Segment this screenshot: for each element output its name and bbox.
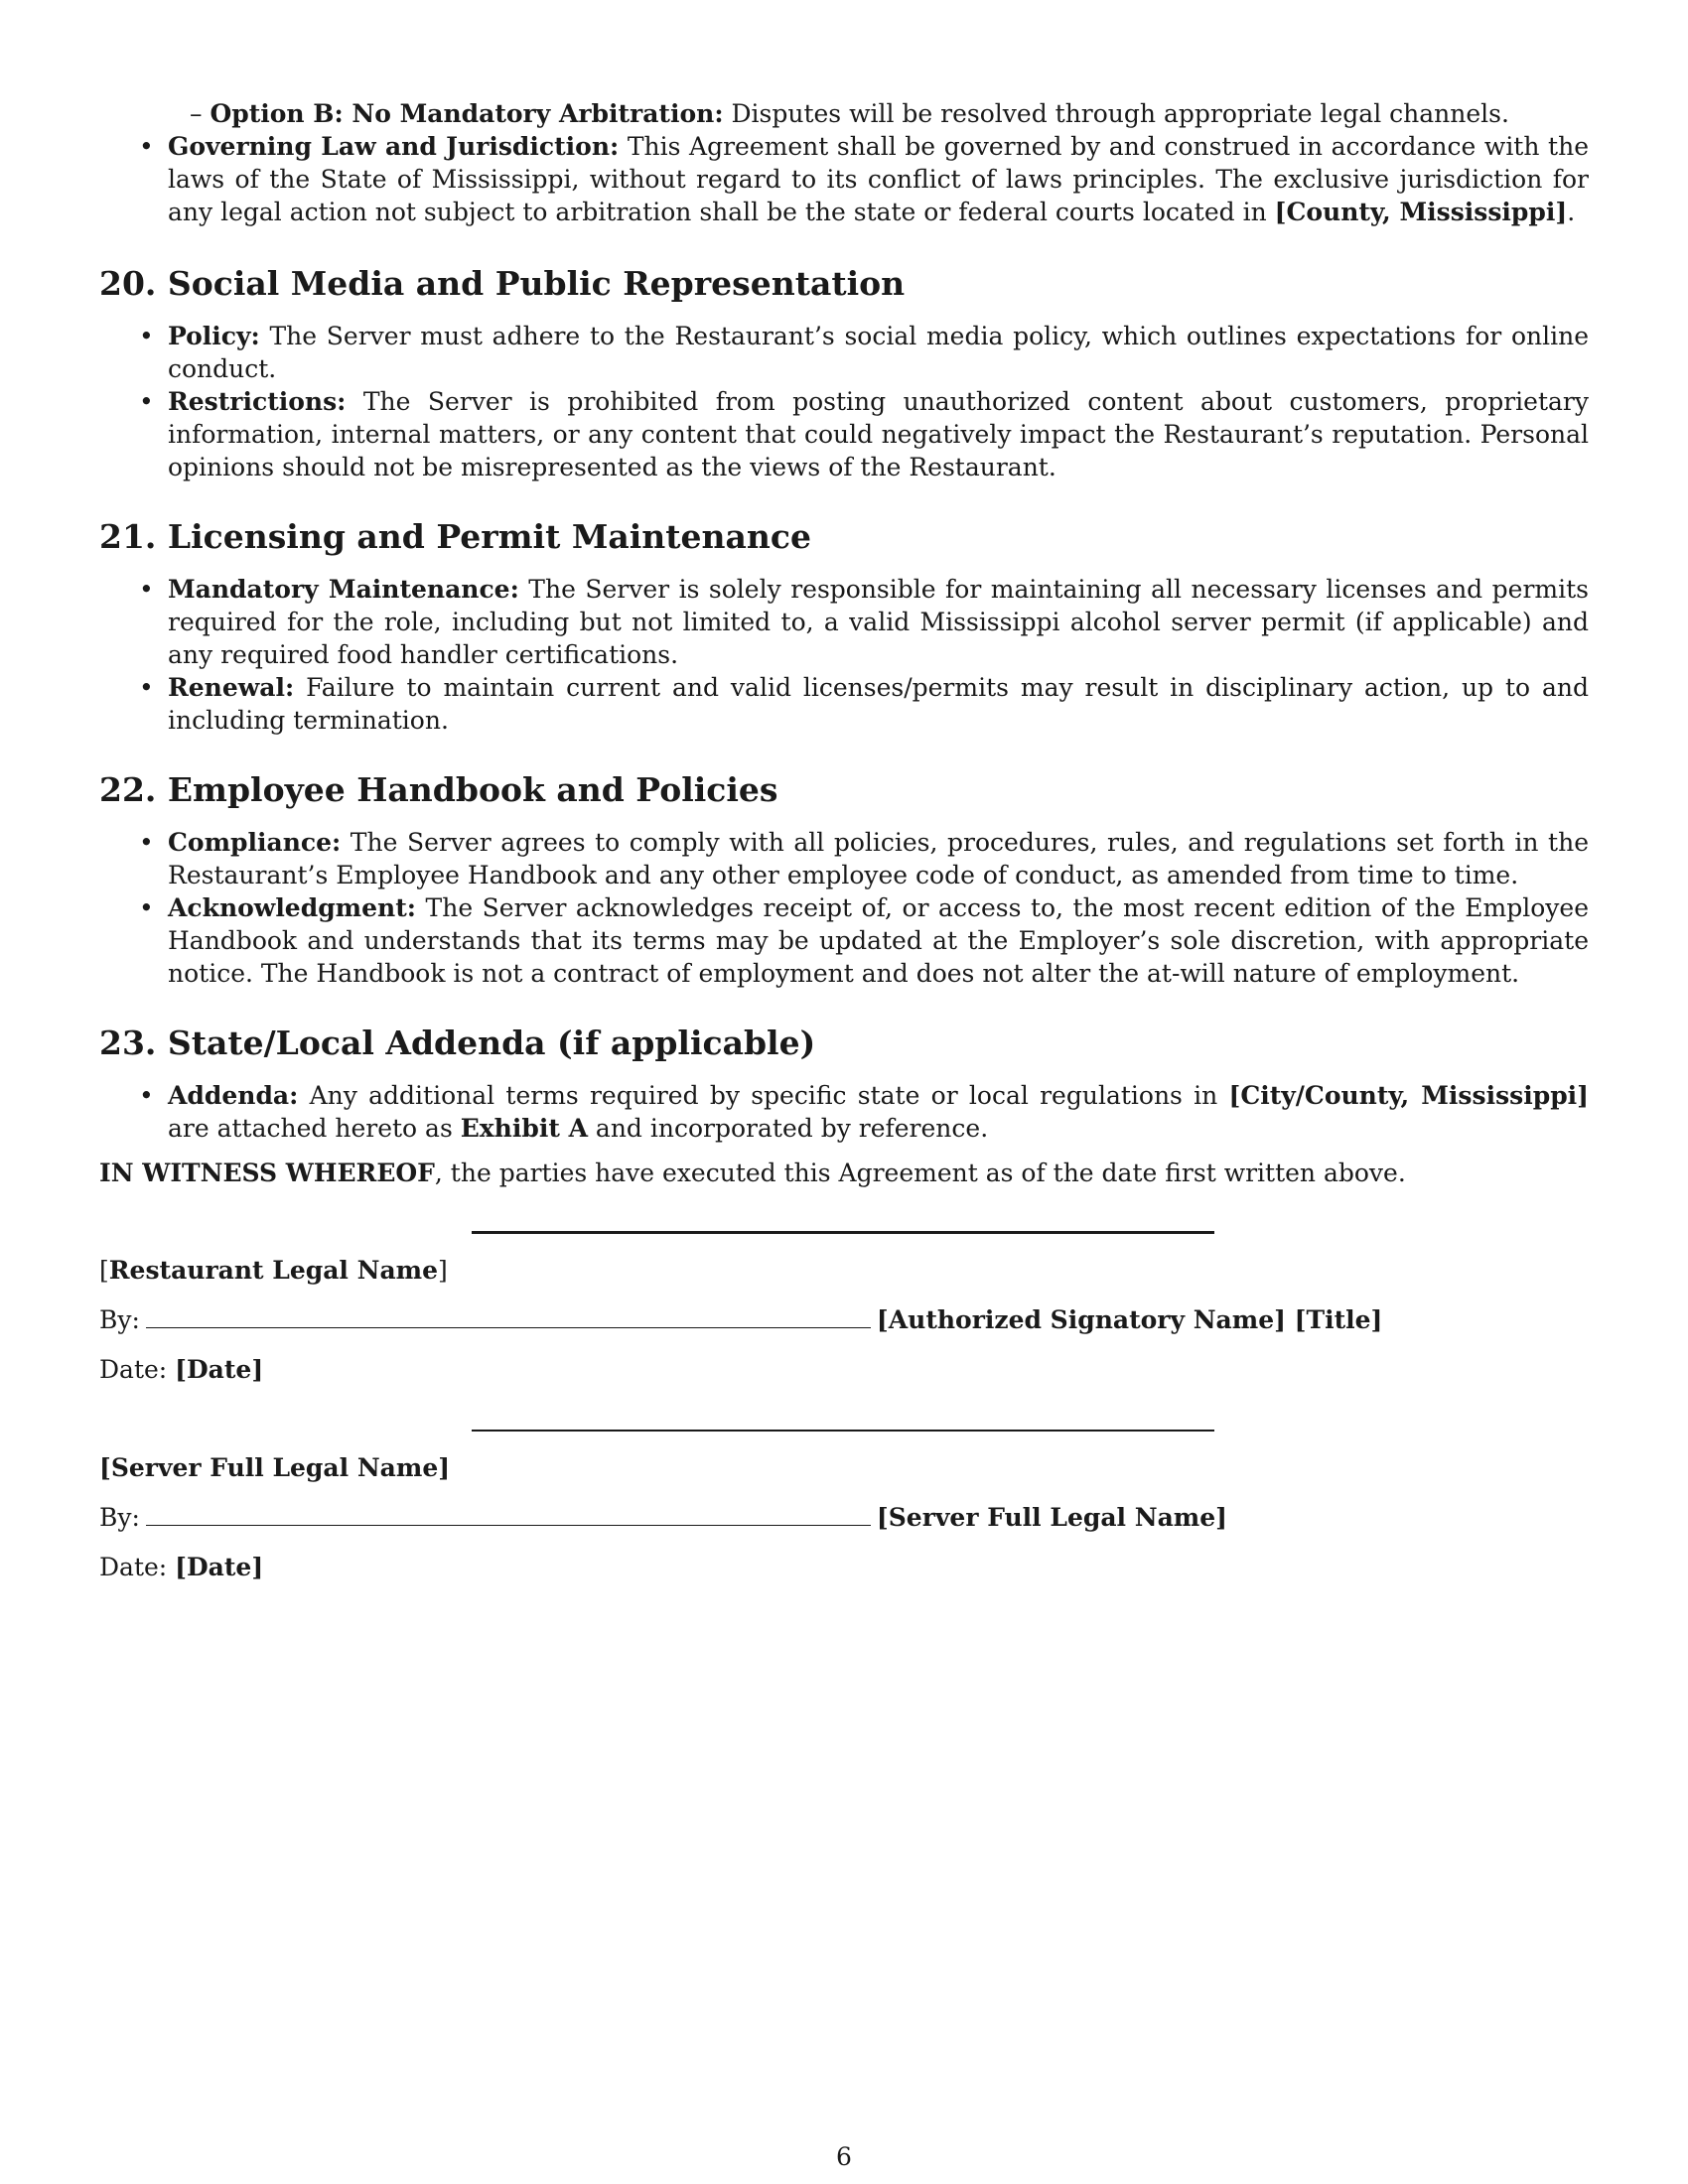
server-signature-block — [99, 1430, 1589, 1583]
governing-law-list — [99, 130, 1589, 228]
addenda-item — [99, 1079, 1589, 1145]
server-date-value: [Date] — [175, 1553, 264, 1581]
server-date-line — [99, 1551, 1589, 1583]
section-23-list — [99, 1079, 1589, 1145]
option-b-item — [99, 97, 1589, 130]
section-22-list — [99, 826, 1589, 990]
witness-text: , the parties have executed this Agreement as of the date first written above. — [434, 1159, 1406, 1187]
server-name-text: [Server Full Legal Name] — [99, 1453, 451, 1482]
server-signatory: [Server Full Legal Name] — [876, 1503, 1227, 1532]
list-item — [99, 385, 1589, 483]
server-signature-field[interactable] — [146, 1503, 871, 1526]
section-20-heading: 20. Social Media and Public Representation — [99, 264, 906, 303]
section-21-list — [99, 573, 1589, 737]
page-number: 6 — [836, 2142, 852, 2171]
item-text: The Server must adhere to the Restaurant’s social media policy, which outlines expectations for online conduct. — [168, 322, 1589, 383]
list-item — [99, 826, 1589, 891]
dash-marker: – — [190, 99, 211, 128]
item-label: Restrictions: — [168, 387, 347, 416]
item-label: Mandatory Maintenance: — [168, 575, 519, 604]
witness-clause — [99, 1157, 1589, 1189]
employer-name: [Restaurant Legal Name] — [99, 1256, 448, 1285]
list-item — [99, 891, 1589, 990]
employer-signature-block — [99, 1231, 1589, 1386]
employer-date-line — [99, 1353, 1589, 1386]
by-label: By: — [99, 1503, 140, 1532]
list-item — [99, 671, 1589, 737]
employer-signatory: [Authorized Signatory Name] [Title] — [876, 1305, 1383, 1334]
document-page — [99, 97, 1589, 1583]
addenda-text: are attached hereto as — [168, 1114, 461, 1143]
item-text: The Server agrees to comply with all policies, procedures, rules, and regulations set forth in the Restaurant’s Employee Handbook and any other employee code of conduct, as amended from time to time. — [168, 828, 1589, 889]
exhibit-a-reference: Exhibit A — [460, 1114, 588, 1143]
list-item — [99, 320, 1589, 385]
by-label: By: — [99, 1305, 140, 1334]
governing-law-end: . — [1567, 198, 1576, 226]
item-text: The Server is solely responsible for maintaining all necessary licenses and permits required for the role, including but not limited to, a valid Mississippi alcohol server permit (if applicable) and any required food handler certifications. — [168, 575, 1590, 669]
option-b-text: Disputes will be resolved through appropriate legal channels. — [723, 99, 1509, 128]
signature-rule — [472, 1430, 1214, 1432]
item-text: The Server acknowledges receipt of, or access to, the most recent edition of the Employee Handbook and understands that its terms may be updated at the Employer’s sole discretion, with appropriate notice. The Handbook is not a contract of employment and does not alter the at-will nature of employment. — [168, 893, 1589, 988]
section-21-heading: 21. Licensing and Permit Maintenance — [99, 517, 811, 556]
option-b-label: Option B: No Mandatory Arbitration: — [210, 99, 724, 128]
server-name — [99, 1451, 1589, 1484]
item-label: Compliance: — [168, 828, 342, 857]
city-county-placeholder: [City/County, Mississippi] — [1228, 1081, 1589, 1110]
item-label: Policy: — [168, 322, 260, 350]
addenda-text: and incorporated by reference. — [587, 1114, 989, 1143]
section-22-heading: 22. Employee Handbook and Policies — [99, 770, 778, 809]
server-by-line — [99, 1501, 1589, 1534]
addenda-text: Any additional terms required by specific state or local regulations in — [298, 1081, 1229, 1110]
employer-by-line — [99, 1303, 1589, 1336]
item-label: Acknowledgment: — [168, 893, 416, 922]
date-label: Date: — [99, 1355, 168, 1384]
item-text: The Server is prohibited from posting unauthorized content about customers, proprietary information, internal matters, or any content that could negatively impact the Restaurant’s reputation. Personal opinions should not be misrepresented as the views of the Restaurant. — [168, 387, 1589, 481]
item-label: Renewal: — [168, 673, 295, 702]
county-placeholder: [County, Mississippi] — [1274, 198, 1568, 226]
section-23-heading: 23. State/Local Addenda (if applicable) — [99, 1024, 816, 1062]
employer-name-text: Restaurant Legal Name — [108, 1256, 439, 1285]
governing-law-label: Governing Law and Jurisdiction: — [168, 132, 620, 161]
addenda-label: Addenda: — [168, 1081, 299, 1110]
employer-signature-field[interactable] — [146, 1305, 871, 1328]
item-text: Failure to maintain current and valid licenses/permits may result in disciplinary action, up to and including termination. — [168, 673, 1589, 735]
signature-rule — [472, 1231, 1214, 1234]
governing-law-text: This Agreement shall be governed by and construed in accordance with the laws of the State of Mississippi, without regard to its conflict of laws principles. The exclusive jurisdiction for any legal action not subject to arbitration shall be the state or federal courts located in — [168, 132, 1589, 226]
section-20-list — [99, 320, 1589, 483]
date-label: Date: — [99, 1553, 168, 1581]
witness-lead: IN WITNESS WHEREOF — [99, 1159, 435, 1187]
list-item — [99, 573, 1589, 671]
governing-law-item — [99, 130, 1589, 228]
employer-date-value: [Date] — [175, 1355, 264, 1384]
